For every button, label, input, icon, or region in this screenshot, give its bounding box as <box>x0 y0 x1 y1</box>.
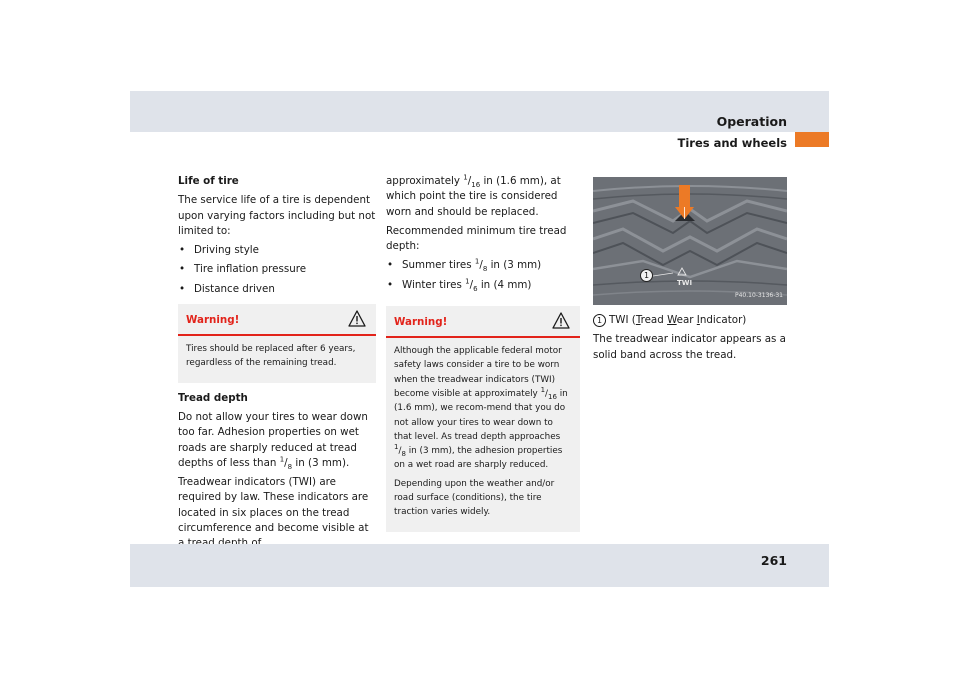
header-band <box>130 91 829 150</box>
warning-title-bar <box>386 306 580 338</box>
warning-text: Tires should be replaced after 6 years, regardless of the remaining tread. <box>186 344 356 369</box>
footer-band <box>130 544 829 587</box>
callout-number: 1 <box>593 314 606 327</box>
tread-wear-indicator-figure <box>593 177 787 305</box>
factor-list <box>178 243 376 297</box>
figure-code: P40.10-3136-31 <box>734 291 783 299</box>
column-2 <box>386 174 580 540</box>
warning-label: Warning! <box>394 316 448 329</box>
paragraph: Treadwear indicators (TWI) are required by law. These indicators are located in six places on the tread circumference and become visible at <box>178 476 369 535</box>
warning-text: Although the applicable federal motor safety laws consider a tire to be worn when the treadwear indicators (TWI) become visible at approximately $^1/_{16}$ in (1.6 mm), we recom-mend that you do not allow your tires to wear down to that level. As tread depth approaches $^1/_8$ in (3 mm), the adhesion properties on a wet road are sharply reduced. <box>394 346 568 471</box>
list-item: • Tire inflation pressure <box>178 262 376 277</box>
heading-life-of-tire: Life of tire <box>178 175 239 187</box>
callout-1: 1 <box>640 269 653 282</box>
figure-caption: 1 TWI (Tread Wear Indicator) <box>593 313 789 328</box>
warning-triangle-icon <box>348 310 366 327</box>
warning-text: Depending upon the weather and/or road surface (conditions), the tire traction varies widely. <box>394 478 555 518</box>
section-tab-marker <box>795 132 829 147</box>
warning-label: Warning! <box>186 314 240 327</box>
page-number: 261 <box>760 553 787 568</box>
warning-triangle-icon <box>552 312 570 329</box>
paragraph: Do not allow your tires to wear down too far. Adhesion properties on wet roads are sharply reduced at tread depths of less than $^1/_8$ in (3 mm). <box>178 410 368 471</box>
list-item: • Driving style <box>178 243 376 258</box>
paragraph: The service life of a tire is dependent upon varying factors including but not limited to: <box>178 194 376 237</box>
list-item: • Winter tires $^1/_6$ in (4 mm) <box>386 278 580 293</box>
warning-box <box>386 306 580 532</box>
column-3 <box>593 174 789 367</box>
paragraph: approximately $^1/_{16}$ in (1.6 mm), at which point the tire is considered worn and should be replaced. <box>386 173 561 218</box>
heading-tread-depth: Tread depth <box>178 391 248 404</box>
list-item: • Distance driven <box>178 282 376 297</box>
section-subtitle: Tires and wheels <box>677 136 787 150</box>
tread-depth-list <box>386 258 580 293</box>
column-1 <box>178 174 376 556</box>
warning-box <box>178 304 376 383</box>
section-title: Operation <box>716 114 787 129</box>
list-item: • Summer tires $^1/_8$ in (3 mm) <box>386 258 580 273</box>
paragraph: Recommended minimum tire tread depth: <box>386 224 567 253</box>
warning-title-bar <box>178 304 376 336</box>
twi-label: TWI <box>677 279 693 287</box>
paragraph: The treadwear indicator appears as a solid band across the tread. <box>593 333 786 361</box>
